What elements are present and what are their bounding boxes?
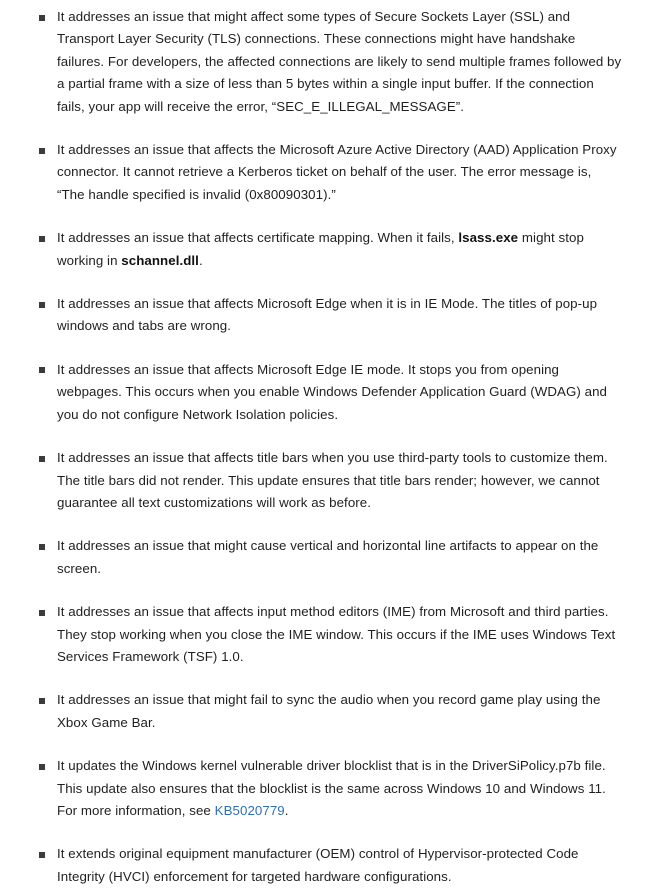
note-text: It addresses an issue that might cause vertical and horizontal line artifacts to appear on the screen. [57, 538, 599, 576]
note-text: It addresses an issue that affects input method editors (IME) from Microsoft and third parties. They stop working when you close the IME window. This occurs if the IME uses Windows Text Services Framework (TSF) 1.0. [57, 604, 616, 664]
note-text: It addresses an issue that might fail to sync the audio when you record game play using the Xbox Game Bar. [57, 692, 601, 730]
bullet-square-icon [39, 302, 45, 308]
list-item [0, 6, 622, 118]
note-text: It addresses an issue that affects Microsoft Edge when it is in IE Mode. The titles of pop-up windows and tabs are wrong. [57, 296, 598, 334]
bullet-square-icon [39, 698, 45, 704]
bullet-square-icon [39, 764, 45, 770]
bullet-square-icon [39, 367, 45, 373]
note-text: It addresses an issue that affects title bars when you use third-party tools to customize them. The title bars did not render. This update ensures that title bars render; however, we cannot guarantee all text customizations will work as before. [57, 450, 608, 510]
note-text: It addresses an issue that affects Microsoft Edge IE mode. It stops you from opening webpages. This occurs when you enable Windows Defender Application Guard (WDAG) and you do not configure Network Isolation policies. [57, 361, 607, 422]
note-text: It extends original equipment manufacturer (OEM) control of Hypervisor-protected Code Integrity (HVCI) enforcement for targeted hardware configurations. [57, 846, 579, 884]
kb5020779-link[interactable]: KB5020779 [214, 802, 285, 818]
release-notes-list [0, 6, 622, 888]
note-text: It addresses an issue that might affect some types of Secure Sockets Layer (SSL) and Transport Layer Security (TLS) connections. These connections might have handshake failures. For developers, the affected connections are likely to send multiple frames followed by a partial frame with a size of less than 5 bytes within a single input buffer. If the connection fails, your app will receive the error, “SEC_E_ILLEGAL_MESSAGE”. [57, 9, 622, 114]
bullet-square-icon [39, 236, 45, 242]
list-item [0, 689, 622, 734]
bullet-square-icon [39, 15, 45, 21]
list-item [0, 293, 622, 338]
list-item [0, 535, 622, 580]
list-item [0, 227, 622, 272]
list-item [0, 601, 622, 668]
list-item [0, 843, 622, 888]
note-text: It addresses an issue that affects the Microsoft Azure Active Directory (AAD) Application Proxy connector. It cannot retrieve a Kerberos ticket on behalf of the user. The error message is, “The handle specified is invalid (0x80090301).” [57, 142, 617, 202]
note-text: It updates the Windows kernel vulnerable driver blocklist that is in the DriverSiPolicy.p7b file. This update also ensures that the blocklist is the same across Windows 10 and Windows 11. For more information, see KB5020779. [57, 758, 606, 818]
bullet-square-icon [39, 610, 45, 616]
bullet-square-icon [39, 852, 45, 858]
list-item [0, 139, 622, 206]
list-item [0, 359, 622, 426]
bullet-square-icon [39, 456, 45, 462]
bullet-square-icon [39, 148, 45, 154]
bullet-square-icon [39, 544, 45, 550]
list-item [0, 755, 622, 822]
list-item [0, 447, 622, 514]
note-text: It addresses an issue that affects certificate mapping. When it fails, lsass.exe might stop working in schannel.dll. [57, 230, 584, 268]
